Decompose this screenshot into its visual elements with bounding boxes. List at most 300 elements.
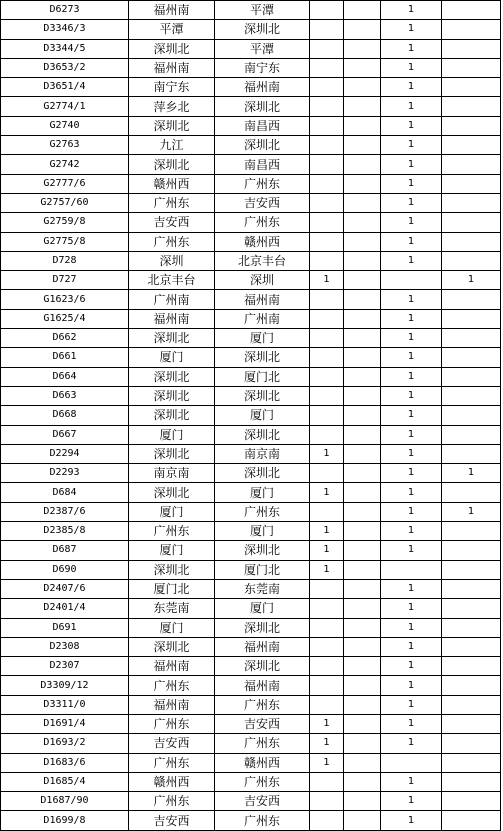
flag-cell-d	[442, 560, 501, 579]
origin-station-cell: 南宁东	[129, 78, 215, 97]
destination-station-cell: 厦门	[215, 483, 310, 502]
flag-cell-b	[344, 657, 381, 676]
destination-station-cell: 深圳	[215, 271, 310, 290]
train-number-cell: G2775/8	[1, 232, 129, 251]
table-row	[1, 136, 501, 155]
flag-cell-a: 1	[310, 753, 344, 772]
flag-cell-c: 1	[381, 464, 442, 483]
flag-cell-d	[442, 348, 501, 367]
flag-cell-a	[310, 676, 344, 695]
flag-cell-d	[442, 232, 501, 251]
flag-cell-b	[344, 811, 381, 830]
train-number-cell: D2407/6	[1, 579, 129, 598]
flag-cell-b	[344, 522, 381, 541]
flag-cell-b	[344, 116, 381, 135]
flag-cell-b	[344, 213, 381, 232]
flag-cell-d: 1	[442, 502, 501, 521]
flag-cell-c: 1	[381, 522, 442, 541]
flag-cell-b	[344, 251, 381, 270]
flag-cell-a	[310, 290, 344, 309]
flag-cell-d	[442, 753, 501, 772]
table-row	[1, 271, 501, 290]
flag-cell-d	[442, 78, 501, 97]
train-number-cell: D668	[1, 406, 129, 425]
train-number-cell: D2294	[1, 444, 129, 463]
flag-cell-c: 1	[381, 309, 442, 328]
flag-cell-a	[310, 637, 344, 656]
destination-station-cell: 南京南	[215, 444, 310, 463]
destination-station-cell: 广州东	[215, 174, 310, 193]
train-number-cell: G2777/6	[1, 174, 129, 193]
origin-station-cell: 深圳北	[129, 483, 215, 502]
destination-station-cell: 厦门	[215, 329, 310, 348]
origin-station-cell: 赣州西	[129, 174, 215, 193]
table-row	[1, 734, 501, 753]
flag-cell-c: 1	[381, 599, 442, 618]
train-number-cell: D3344/5	[1, 39, 129, 58]
table-row	[1, 599, 501, 618]
table-row	[1, 232, 501, 251]
table-row	[1, 792, 501, 811]
flag-cell-a	[310, 618, 344, 637]
destination-station-cell: 平潭	[215, 1, 310, 20]
destination-station-cell: 平潭	[215, 39, 310, 58]
flag-cell-b	[344, 271, 381, 290]
train-number-cell: D1685/4	[1, 772, 129, 791]
flag-cell-c: 1	[381, 637, 442, 656]
train-number-cell: D1687/90	[1, 792, 129, 811]
origin-station-cell: 南京南	[129, 464, 215, 483]
flag-cell-a	[310, 367, 344, 386]
flag-cell-d	[442, 20, 501, 39]
table-row	[1, 579, 501, 598]
flag-cell-c: 1	[381, 97, 442, 116]
table-row	[1, 541, 501, 560]
origin-station-cell: 福州南	[129, 657, 215, 676]
flag-cell-d	[442, 772, 501, 791]
flag-cell-b	[344, 676, 381, 695]
flag-cell-a	[310, 20, 344, 39]
flag-cell-c: 1	[381, 734, 442, 753]
flag-cell-c: 1	[381, 58, 442, 77]
flag-cell-b	[344, 174, 381, 193]
train-number-cell: D687	[1, 541, 129, 560]
flag-cell-c: 1	[381, 579, 442, 598]
flag-cell-d	[442, 599, 501, 618]
table-row	[1, 58, 501, 77]
flag-cell-c: 1	[381, 329, 442, 348]
origin-station-cell: 广州东	[129, 676, 215, 695]
origin-station-cell: 广州东	[129, 232, 215, 251]
destination-station-cell: 深圳北	[215, 464, 310, 483]
flag-cell-a	[310, 386, 344, 405]
train-number-cell: G1625/4	[1, 309, 129, 328]
flag-cell-d	[442, 97, 501, 116]
flag-cell-b	[344, 367, 381, 386]
flag-cell-b	[344, 97, 381, 116]
table-row	[1, 213, 501, 232]
train-number-cell: G2742	[1, 155, 129, 174]
origin-station-cell: 平潭	[129, 20, 215, 39]
destination-station-cell: 深圳北	[215, 20, 310, 39]
flag-cell-c: 1	[381, 213, 442, 232]
table-row	[1, 444, 501, 463]
train-number-cell: D3651/4	[1, 78, 129, 97]
flag-cell-a	[310, 579, 344, 598]
train-number-cell: D691	[1, 618, 129, 637]
flag-cell-c: 1	[381, 116, 442, 135]
train-number-cell: G2763	[1, 136, 129, 155]
destination-station-cell: 深圳北	[215, 657, 310, 676]
flag-cell-d: 1	[442, 271, 501, 290]
table-row	[1, 1, 501, 20]
table-row	[1, 97, 501, 116]
table-row	[1, 522, 501, 541]
flag-cell-b	[344, 714, 381, 733]
flag-cell-d	[442, 58, 501, 77]
train-number-cell: D1691/4	[1, 714, 129, 733]
flag-cell-a	[310, 425, 344, 444]
flag-cell-d	[442, 618, 501, 637]
destination-station-cell: 福州南	[215, 290, 310, 309]
table-row	[1, 329, 501, 348]
origin-station-cell: 广州南	[129, 290, 215, 309]
train-number-cell: D1683/6	[1, 753, 129, 772]
flag-cell-d	[442, 386, 501, 405]
flag-cell-c: 1	[381, 348, 442, 367]
flag-cell-d	[442, 39, 501, 58]
destination-station-cell: 厦门	[215, 406, 310, 425]
flag-cell-b	[344, 637, 381, 656]
flag-cell-b	[344, 309, 381, 328]
flag-cell-b	[344, 618, 381, 637]
destination-station-cell: 赣州西	[215, 753, 310, 772]
flag-cell-b	[344, 792, 381, 811]
origin-station-cell: 厦门	[129, 348, 215, 367]
destination-station-cell: 福州南	[215, 78, 310, 97]
destination-station-cell: 深圳北	[215, 425, 310, 444]
flag-cell-c: 1	[381, 792, 442, 811]
destination-station-cell: 深圳北	[215, 618, 310, 637]
flag-cell-a	[310, 329, 344, 348]
flag-cell-b	[344, 599, 381, 618]
flag-cell-c: 1	[381, 483, 442, 502]
flag-cell-c: 1	[381, 20, 442, 39]
flag-cell-b	[344, 1, 381, 20]
destination-station-cell: 赣州西	[215, 232, 310, 251]
flag-cell-b	[344, 193, 381, 212]
flag-cell-b	[344, 329, 381, 348]
table-row	[1, 695, 501, 714]
table-row	[1, 20, 501, 39]
flag-cell-a: 1	[310, 734, 344, 753]
origin-station-cell: 福州南	[129, 309, 215, 328]
origin-station-cell: 厦门	[129, 541, 215, 560]
train-number-cell: D690	[1, 560, 129, 579]
train-number-cell: G1623/6	[1, 290, 129, 309]
flag-cell-b	[344, 483, 381, 502]
train-number-cell: D728	[1, 251, 129, 270]
flag-cell-c: 1	[381, 541, 442, 560]
train-number-cell: D2293	[1, 464, 129, 483]
flag-cell-c: 1	[381, 406, 442, 425]
train-number-cell: D1693/2	[1, 734, 129, 753]
table-row	[1, 714, 501, 733]
destination-station-cell: 厦门北	[215, 367, 310, 386]
flag-cell-b	[344, 290, 381, 309]
destination-station-cell: 广州东	[215, 213, 310, 232]
table-row	[1, 676, 501, 695]
flag-cell-c: 1	[381, 78, 442, 97]
flag-cell-b	[344, 155, 381, 174]
destination-station-cell: 东莞南	[215, 579, 310, 598]
flag-cell-c: 1	[381, 657, 442, 676]
flag-cell-c: 1	[381, 1, 442, 20]
destination-station-cell: 北京丰台	[215, 251, 310, 270]
flag-cell-d	[442, 329, 501, 348]
origin-station-cell: 广州东	[129, 753, 215, 772]
destination-station-cell: 福州南	[215, 637, 310, 656]
train-number-cell: G2740	[1, 116, 129, 135]
destination-station-cell: 厦门北	[215, 560, 310, 579]
train-number-cell: D684	[1, 483, 129, 502]
flag-cell-c: 1	[381, 444, 442, 463]
flag-cell-d	[442, 541, 501, 560]
table-row	[1, 406, 501, 425]
table-row	[1, 464, 501, 483]
destination-station-cell: 广州南	[215, 309, 310, 328]
flag-cell-a: 1	[310, 560, 344, 579]
train-number-cell: G2759/8	[1, 213, 129, 232]
origin-station-cell: 广州东	[129, 193, 215, 212]
flag-cell-c: 1	[381, 386, 442, 405]
flag-cell-d	[442, 309, 501, 328]
destination-station-cell: 吉安西	[215, 193, 310, 212]
table-row	[1, 155, 501, 174]
table-row	[1, 116, 501, 135]
flag-cell-a	[310, 251, 344, 270]
table-row	[1, 290, 501, 309]
origin-station-cell: 深圳北	[129, 406, 215, 425]
flag-cell-a	[310, 657, 344, 676]
flag-cell-c: 1	[381, 618, 442, 637]
train-number-cell: D2401/4	[1, 599, 129, 618]
flag-cell-a	[310, 1, 344, 20]
origin-station-cell: 广州东	[129, 522, 215, 541]
origin-station-cell: 厦门	[129, 618, 215, 637]
origin-station-cell: 赣州西	[129, 772, 215, 791]
flag-cell-d	[442, 290, 501, 309]
table-row	[1, 174, 501, 193]
flag-cell-d	[442, 136, 501, 155]
flag-cell-a: 1	[310, 714, 344, 733]
destination-station-cell: 南昌西	[215, 155, 310, 174]
origin-station-cell: 广州东	[129, 714, 215, 733]
train-number-cell: D2385/8	[1, 522, 129, 541]
flag-cell-b	[344, 348, 381, 367]
table-row	[1, 811, 501, 830]
table-row	[1, 618, 501, 637]
flag-cell-b	[344, 39, 381, 58]
flag-cell-a: 1	[310, 522, 344, 541]
flag-cell-a	[310, 97, 344, 116]
flag-cell-c	[381, 753, 442, 772]
flag-cell-b	[344, 560, 381, 579]
flag-cell-a	[310, 213, 344, 232]
flag-cell-b	[344, 734, 381, 753]
flag-cell-c: 1	[381, 714, 442, 733]
flag-cell-a	[310, 174, 344, 193]
flag-cell-a: 1	[310, 271, 344, 290]
destination-station-cell: 吉安西	[215, 792, 310, 811]
origin-station-cell: 深圳北	[129, 155, 215, 174]
flag-cell-b	[344, 579, 381, 598]
origin-station-cell: 深圳北	[129, 560, 215, 579]
table-row	[1, 78, 501, 97]
flag-cell-c: 1	[381, 772, 442, 791]
flag-cell-a	[310, 502, 344, 521]
origin-station-cell: 厦门	[129, 502, 215, 521]
flag-cell-d	[442, 213, 501, 232]
train-number-cell: G2757/60	[1, 193, 129, 212]
flag-cell-a	[310, 136, 344, 155]
origin-station-cell: 深圳北	[129, 367, 215, 386]
flag-cell-a	[310, 406, 344, 425]
flag-cell-a	[310, 792, 344, 811]
flag-cell-b	[344, 386, 381, 405]
destination-station-cell: 广州东	[215, 772, 310, 791]
flag-cell-c: 1	[381, 155, 442, 174]
destination-station-cell: 广州东	[215, 695, 310, 714]
origin-station-cell: 福州南	[129, 58, 215, 77]
flag-cell-d	[442, 811, 501, 830]
train-number-cell: D2308	[1, 637, 129, 656]
table-row	[1, 425, 501, 444]
origin-station-cell: 深圳北	[129, 39, 215, 58]
flag-cell-d	[442, 193, 501, 212]
flag-cell-d	[442, 406, 501, 425]
train-number-cell: D3653/2	[1, 58, 129, 77]
flag-cell-d	[442, 734, 501, 753]
flag-cell-d	[442, 695, 501, 714]
train-number-cell: D1699/8	[1, 811, 129, 830]
flag-cell-c: 1	[381, 251, 442, 270]
flag-cell-a	[310, 58, 344, 77]
flag-cell-b	[344, 20, 381, 39]
flag-cell-d	[442, 792, 501, 811]
flag-cell-a	[310, 78, 344, 97]
flag-cell-b	[344, 695, 381, 714]
flag-cell-b	[344, 232, 381, 251]
origin-station-cell: 深圳北	[129, 116, 215, 135]
destination-station-cell: 广州东	[215, 502, 310, 521]
train-number-cell: G2774/1	[1, 97, 129, 116]
flag-cell-c: 1	[381, 367, 442, 386]
origin-station-cell: 萍乡北	[129, 97, 215, 116]
destination-station-cell: 深圳北	[215, 348, 310, 367]
origin-station-cell: 深圳北	[129, 386, 215, 405]
flag-cell-d	[442, 714, 501, 733]
flag-cell-c: 1	[381, 232, 442, 251]
flag-cell-c	[381, 560, 442, 579]
table-row	[1, 502, 501, 521]
destination-station-cell: 福州南	[215, 676, 310, 695]
table-row	[1, 753, 501, 772]
origin-station-cell: 深圳北	[129, 329, 215, 348]
train-number-cell: D3346/3	[1, 20, 129, 39]
flag-cell-d: 1	[442, 464, 501, 483]
flag-cell-b	[344, 136, 381, 155]
train-number-cell: D661	[1, 348, 129, 367]
origin-station-cell: 北京丰台	[129, 271, 215, 290]
destination-station-cell: 吉安西	[215, 714, 310, 733]
flag-cell-a	[310, 309, 344, 328]
flag-cell-d	[442, 676, 501, 695]
flag-cell-a	[310, 599, 344, 618]
destination-station-cell: 深圳北	[215, 386, 310, 405]
flag-cell-c: 1	[381, 193, 442, 212]
train-number-cell: D663	[1, 386, 129, 405]
flag-cell-c: 1	[381, 290, 442, 309]
table-row	[1, 309, 501, 328]
origin-station-cell: 广州东	[129, 792, 215, 811]
train-number-cell: D2387/6	[1, 502, 129, 521]
flag-cell-a	[310, 464, 344, 483]
flag-cell-a	[310, 232, 344, 251]
flag-cell-c	[381, 271, 442, 290]
destination-station-cell: 深圳北	[215, 97, 310, 116]
flag-cell-d	[442, 251, 501, 270]
flag-cell-a	[310, 155, 344, 174]
origin-station-cell: 吉安西	[129, 213, 215, 232]
flag-cell-a	[310, 116, 344, 135]
flag-cell-a	[310, 193, 344, 212]
flag-cell-c: 1	[381, 136, 442, 155]
origin-station-cell: 深圳北	[129, 637, 215, 656]
flag-cell-d	[442, 116, 501, 135]
destination-station-cell: 深圳北	[215, 136, 310, 155]
flag-cell-a	[310, 811, 344, 830]
table-row	[1, 251, 501, 270]
origin-station-cell: 深圳	[129, 251, 215, 270]
destination-station-cell: 广州东	[215, 811, 310, 830]
flag-cell-b	[344, 406, 381, 425]
table-row	[1, 193, 501, 212]
table-row	[1, 348, 501, 367]
table-row	[1, 386, 501, 405]
flag-cell-b	[344, 464, 381, 483]
flag-cell-d	[442, 483, 501, 502]
table-row	[1, 483, 501, 502]
table-body	[1, 1, 501, 831]
flag-cell-d	[442, 425, 501, 444]
table-row	[1, 772, 501, 791]
train-number-cell: D3309/12	[1, 676, 129, 695]
origin-station-cell: 厦门北	[129, 579, 215, 598]
origin-station-cell: 九江	[129, 136, 215, 155]
origin-station-cell: 吉安西	[129, 811, 215, 830]
origin-station-cell: 厦门	[129, 425, 215, 444]
destination-station-cell: 南宁东	[215, 58, 310, 77]
flag-cell-b	[344, 541, 381, 560]
destination-station-cell: 南昌西	[215, 116, 310, 135]
destination-station-cell: 深圳北	[215, 541, 310, 560]
flag-cell-c: 1	[381, 811, 442, 830]
flag-cell-b	[344, 58, 381, 77]
destination-station-cell: 广州东	[215, 734, 310, 753]
flag-cell-b	[344, 753, 381, 772]
train-number-cell: D3311/0	[1, 695, 129, 714]
